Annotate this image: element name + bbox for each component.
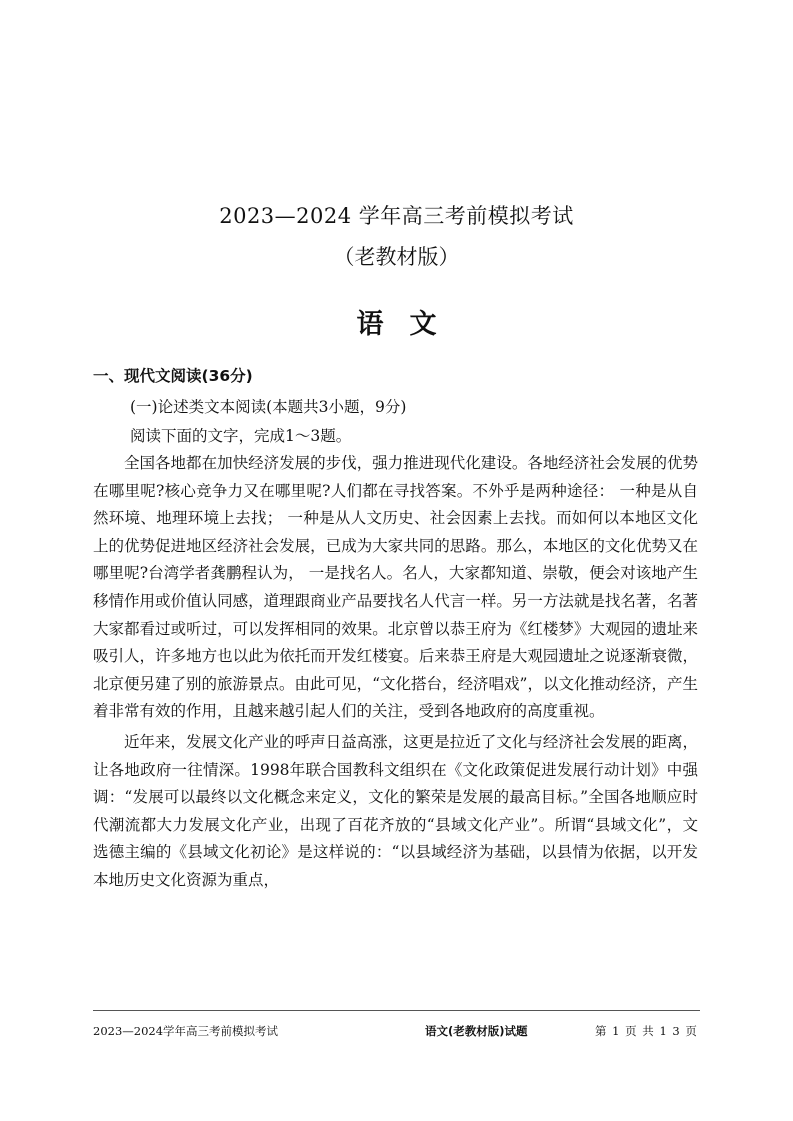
passage-body (93, 450, 698, 895)
passage-paragraph: 全国各地都在加快经济发展的步伐，强力推进现代化建设。各地经济社会发展的优势在哪里呢?核心竞争力又在哪里呢?人们都在寻找答案。不外乎是两种途径： 一种是从自然环境、地理环境上去找； 一种是从人文历史、社会因素上去找。而如何以本地区文化上的优势促进地区经济社会发展，已成为大家共同的思路。那么，本地区的文化优势又在哪里呢?台湾学者龚鹏程认为， 一是找名人。名人，大家都知道、崇敬，便会对该地产生移情作用或价值认同感，道理跟商业产品要找名人代言一样。另一方法就是找名著，名著大家都看过或听过，可以发挥相同的效果。北京曾以恭王府为《红楼梦》大观园的遗址来吸引人，许多地方也以此为依托而开发红楼宴。后来恭王府是大观园遗址之说逐渐衰微，北京便另建了别的旅游景点。由此可见，“文化搭台，经济唱戏”，以文化推动经济，产生着非常有效的作用，且越来越引起人们的关注，受到各地政府的高度重视。 (93, 454, 698, 721)
footer-paper-name: 语文(老教材版)试题 (425, 1024, 528, 1038)
reading-instruction: 阅读下面的文字，完成1～3题。 (130, 427, 352, 445)
footer-page-number: 第 1 页 共 1 3 页 (595, 1024, 698, 1038)
section-subheading: (一)论述类文本阅读(本题共3小题，9分) (130, 398, 407, 416)
footer-exam-name: 2023—2024学年高三考前模拟考试 (93, 1024, 279, 1038)
subject-title: 语文 (356, 309, 463, 340)
passage-paragraph: 近年来，发展文化产业的呼声日益高涨，这更是拉近了文化与经济社会发展的距离，让各地政府一往情深。1998年联合国教科文组织在《文化政策促进发展行动计划》中强调：“发展可以最终以文化概念来定义，文化的繁荣是发展的最高目标。”全国各地顺应时代潮流都大力发展文化产业，出现了百花齐放的“县域文化产业”。所谓“县域文化”，文选德主编的《县域文化初论》是这样说的：“以县域经济为基础，以县情为依据，以开发本地历史文化资源为重点， (93, 732, 698, 889)
section-heading: 一、现代文阅读(36分) (93, 367, 253, 385)
exam-title: 2023—2024 学年高三考前模拟考试 (219, 204, 574, 228)
footer-divider (93, 1010, 700, 1011)
edition-label: （老教材版） (333, 245, 460, 269)
